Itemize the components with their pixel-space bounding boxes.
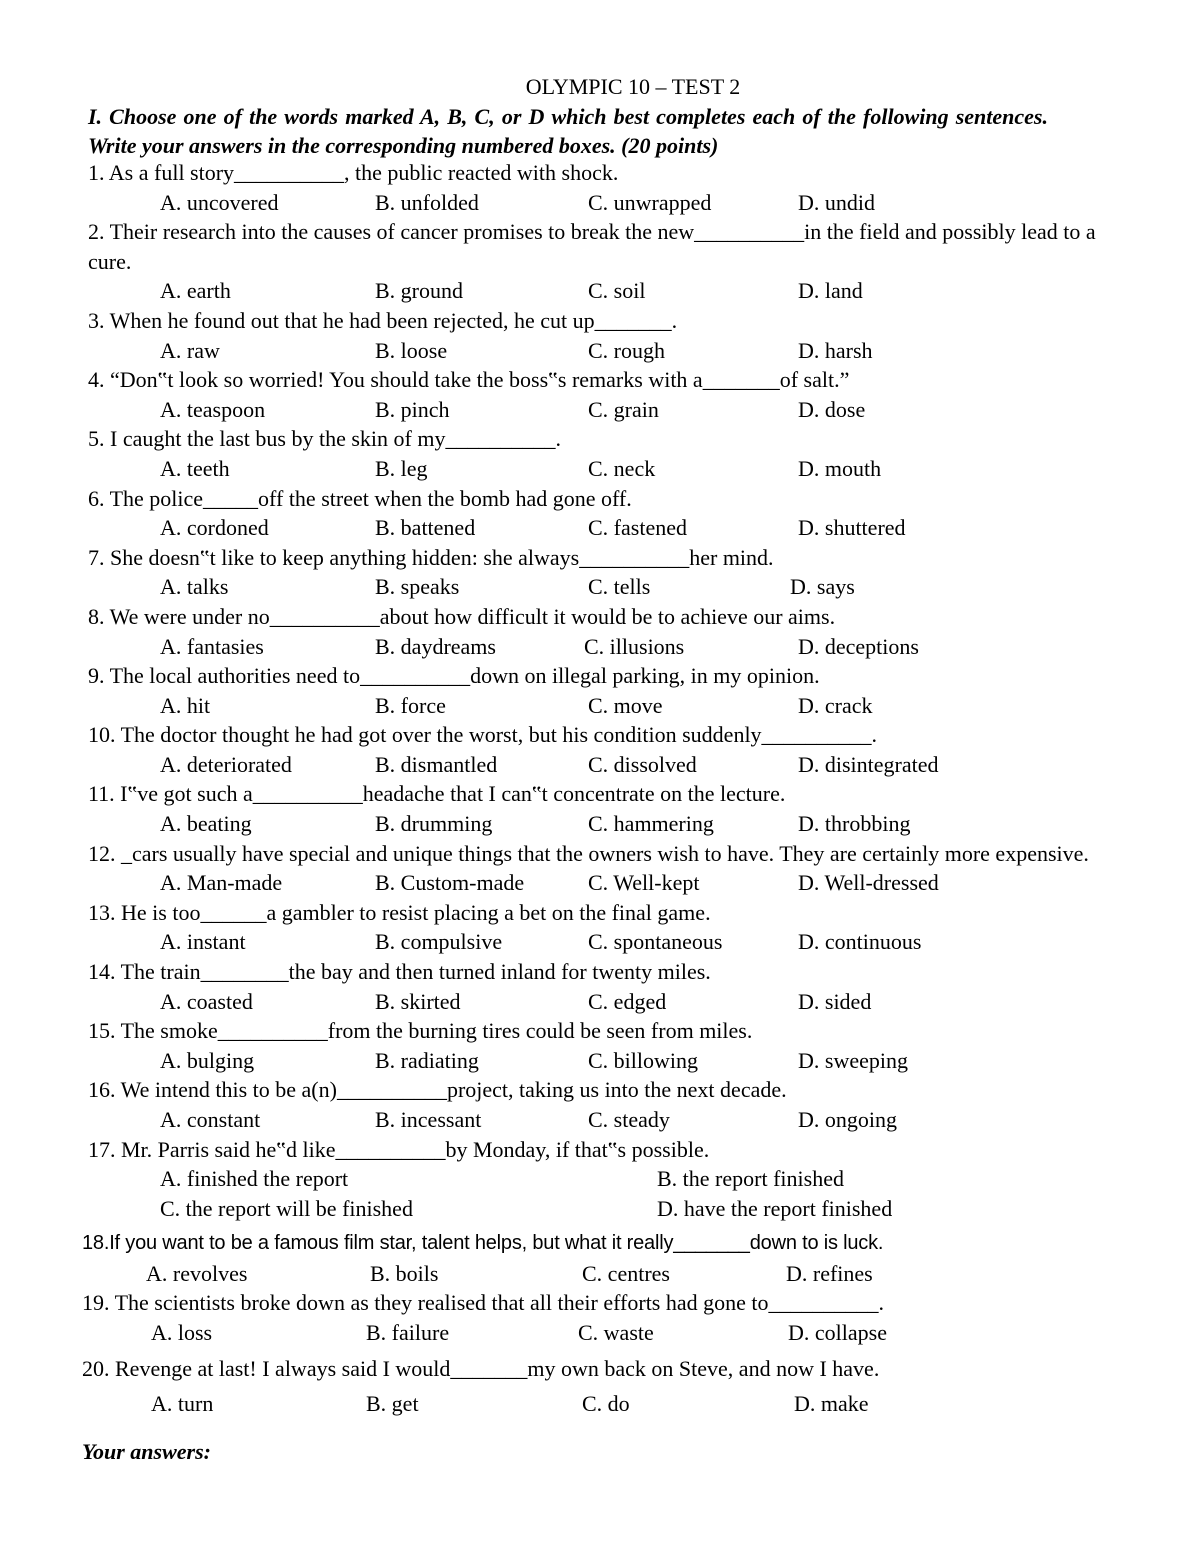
answer-option: A. bulging bbox=[160, 1047, 255, 1073]
answer-option: B. Custom-made bbox=[375, 870, 525, 896]
answer-options bbox=[88, 1318, 1098, 1348]
question-stem: 7. She doesn‟t like to keep anything hidden: she always__________her mind. bbox=[88, 544, 774, 570]
question-item bbox=[88, 1135, 1098, 1224]
answer-option: A. teeth bbox=[160, 455, 230, 481]
answer-options bbox=[88, 1259, 1098, 1289]
answer-option: D. continuous bbox=[798, 929, 922, 955]
answer-option: C. fastened bbox=[588, 515, 687, 541]
answer-options bbox=[88, 572, 1098, 602]
answer-option: B. drumming bbox=[375, 811, 493, 837]
answer-option: B. leg bbox=[375, 455, 428, 481]
answer-option: C. grain bbox=[588, 396, 659, 422]
answer-option: B. compulsive bbox=[375, 929, 503, 955]
answer-option: B. incessant bbox=[375, 1107, 482, 1132]
answer-option: A. cordoned bbox=[160, 515, 269, 541]
answer-option: A. raw bbox=[160, 337, 220, 363]
answer-option: B. failure bbox=[366, 1319, 450, 1345]
answer-option: C. centres bbox=[582, 1260, 670, 1286]
question-stem: 15. The smoke__________from the burning tires could be seen from miles. bbox=[88, 1018, 753, 1044]
answer-option: C. illusions bbox=[584, 633, 685, 659]
answer-options bbox=[88, 868, 1098, 898]
answer-option: B. force bbox=[375, 692, 446, 718]
question-item bbox=[88, 217, 1098, 306]
answer-option: D. dose bbox=[798, 396, 866, 422]
question-item bbox=[88, 424, 1098, 483]
question-item bbox=[82, 1354, 1098, 1419]
answer-option: B. pinch bbox=[375, 396, 450, 422]
answer-option: D. land bbox=[798, 278, 863, 304]
answer-option: C. do bbox=[582, 1391, 630, 1417]
answer-options bbox=[88, 1164, 1098, 1223]
question-stem: 1. As a full story__________, the public reacted with shock. bbox=[88, 160, 619, 185]
question-stem: 16. We intend this to be a(n)__________project, taking us into the next decade. bbox=[88, 1077, 787, 1103]
answer-options bbox=[88, 188, 1098, 218]
answer-option: D. sided bbox=[798, 988, 872, 1014]
answer-option: C. Well-kept bbox=[588, 870, 700, 896]
answer-options bbox=[88, 1105, 1098, 1135]
answer-option: A. revolves bbox=[146, 1260, 248, 1286]
question-stem: 6. The police_____off the street when the bomb had gone off. bbox=[88, 485, 632, 511]
answer-option: A. deteriorated bbox=[160, 751, 292, 777]
answer-option: D. undid bbox=[798, 189, 875, 215]
answer-options bbox=[88, 1046, 1098, 1076]
answer-option: A. finished the report bbox=[160, 1166, 349, 1192]
answer-option: B. dismantled bbox=[375, 751, 498, 777]
answer-option: C. waste bbox=[578, 1319, 654, 1345]
question-stem: 4. “Don‟t look so worried! You should take the boss‟s remarks with a_______of salt.” bbox=[88, 367, 850, 393]
question-stem: 20. Revenge at last! I always said I would_______my own back on Steve, and now I have. bbox=[82, 1355, 880, 1381]
answer-options bbox=[88, 809, 1098, 839]
answer-options bbox=[88, 987, 1098, 1017]
answer-options bbox=[88, 927, 1098, 957]
question-stem: 13. He is too______a gambler to resist placing a bet on the final game. bbox=[88, 899, 711, 925]
question-stem: 19. The scientists broke down as they realised that all their efforts had gone to__________. bbox=[82, 1290, 885, 1316]
answer-option: B. the report finished bbox=[657, 1166, 844, 1192]
question-stem: 17. Mr. Parris said he‟d like__________by Monday, if that‟s possible. bbox=[88, 1136, 710, 1162]
question-stem: 5. I caught the last bus by the skin of my__________. bbox=[88, 426, 561, 452]
answer-option: D. have the report finished bbox=[657, 1195, 893, 1221]
answer-options bbox=[88, 336, 1098, 366]
question-stem: 14. The train________the bay and then turned inland for twenty miles. bbox=[88, 959, 711, 985]
answer-option: D. disintegrated bbox=[798, 751, 939, 777]
answer-options bbox=[88, 395, 1098, 425]
answer-option: D. says bbox=[790, 574, 855, 600]
question-item bbox=[88, 957, 1098, 1016]
answer-option: A. fantasies bbox=[160, 633, 264, 659]
question-item bbox=[88, 898, 1098, 957]
answer-option: B. boils bbox=[370, 1260, 439, 1286]
question-item bbox=[88, 839, 1098, 898]
question-stem: 11. I‟ve got such a__________headache that I can‟t concentrate on the lecture. bbox=[88, 781, 786, 807]
answer-options bbox=[88, 750, 1098, 780]
answer-option: D. harsh bbox=[798, 337, 873, 363]
answer-option: A. hit bbox=[160, 692, 211, 718]
answer-option: C. rough bbox=[588, 337, 665, 363]
answer-option: A. earth bbox=[160, 278, 231, 304]
answer-option: D. shuttered bbox=[798, 515, 906, 541]
answer-options bbox=[88, 513, 1098, 543]
answer-option: A. beating bbox=[160, 811, 252, 837]
question-stem: 9. The local authorities need to__________down on illegal parking, in my opinion. bbox=[88, 663, 820, 689]
question-item bbox=[88, 661, 1098, 720]
question-item bbox=[82, 1288, 1098, 1347]
question-item bbox=[88, 1075, 1098, 1134]
answer-option: D. make bbox=[794, 1391, 869, 1417]
question-stem: 2. Their research into the causes of cancer promises to break the new__________in the field and possibly lead to a cure. bbox=[88, 219, 1096, 274]
answer-option: C. unwrapped bbox=[588, 189, 712, 215]
question-list bbox=[82, 158, 1098, 1419]
answer-option: A. constant bbox=[160, 1107, 261, 1132]
answer-option: A. loss bbox=[151, 1319, 213, 1345]
question-stem: 10. The doctor thought he had got over the worst, but his condition suddenly__________. bbox=[88, 722, 878, 748]
question-item bbox=[88, 1016, 1098, 1075]
answer-option: A. instant bbox=[160, 929, 246, 955]
answer-option: C. neck bbox=[588, 455, 656, 481]
answer-option: A. talks bbox=[160, 574, 229, 600]
answer-option: C. dissolved bbox=[588, 751, 697, 777]
answer-option: C. move bbox=[588, 692, 663, 718]
question-stem: 18.If you want to be a famous film star, talent helps, but what it really_______down to is luck. bbox=[82, 1232, 884, 1255]
answer-option: B. get bbox=[366, 1391, 419, 1417]
answer-option: C. soil bbox=[588, 278, 646, 304]
answer-option: D. crack bbox=[798, 692, 873, 718]
answer-option: C. edged bbox=[588, 988, 667, 1014]
answer-options bbox=[88, 1389, 1098, 1419]
question-item bbox=[88, 602, 1098, 661]
answer-option: A. coasted bbox=[160, 988, 253, 1014]
answer-option: A. teaspoon bbox=[160, 396, 266, 422]
question-stem: 8. We were under no__________about how difficult it would be to achieve our aims. bbox=[88, 603, 836, 629]
answer-option: C. spontaneous bbox=[588, 929, 723, 955]
answer-option: D. refines bbox=[786, 1260, 873, 1286]
question-stem: 12. _cars usually have special and unique things that the owners wish to have. They are certainly more expensive. bbox=[88, 840, 1089, 866]
answer-option: B. daydreams bbox=[375, 633, 496, 659]
answer-option: B. skirted bbox=[375, 988, 461, 1014]
answer-option: A. Man-made bbox=[160, 870, 283, 896]
answer-option: A. turn bbox=[151, 1391, 214, 1417]
page-title: OLYMPIC 10 – TEST 2 bbox=[525, 74, 741, 99]
answer-option: D. sweeping bbox=[798, 1047, 908, 1073]
section-instructions: I. Choose one of the words marked A, B, C, or D which best completes each of the following sentences. Write your answers in the corresponding numbered boxes. (20 points) bbox=[88, 104, 1048, 158]
answer-option: C. billowing bbox=[588, 1047, 699, 1073]
question-stem: 3. When he found out that he had been rejected, he cut up_______. bbox=[88, 307, 678, 333]
answer-option: A. uncovered bbox=[160, 189, 279, 215]
answer-option: D. ongoing bbox=[798, 1107, 897, 1132]
answer-option: B. unfolded bbox=[375, 189, 479, 215]
answer-option: C. hammering bbox=[588, 811, 714, 837]
answer-option: B. speaks bbox=[375, 574, 460, 600]
question-item bbox=[88, 720, 1098, 779]
answer-option: D. deceptions bbox=[798, 633, 919, 659]
question-item bbox=[88, 484, 1098, 543]
answer-options bbox=[88, 691, 1098, 721]
answer-option: C. tells bbox=[588, 574, 651, 600]
question-item bbox=[88, 543, 1098, 602]
answer-options bbox=[88, 454, 1098, 484]
answer-option: B. loose bbox=[375, 337, 448, 363]
answer-options bbox=[88, 276, 1098, 306]
answer-option: D. mouth bbox=[798, 455, 882, 481]
answers-label: Your answers: bbox=[82, 1439, 211, 1464]
answer-option: C. the report will be finished bbox=[160, 1195, 413, 1221]
answer-options bbox=[88, 632, 1098, 662]
answer-option: D. Well-dressed bbox=[798, 870, 939, 896]
answer-option: B. radiating bbox=[375, 1047, 479, 1073]
answer-option: B. ground bbox=[375, 278, 463, 304]
answer-option: B. battened bbox=[375, 515, 476, 541]
answer-option: D. collapse bbox=[788, 1319, 887, 1345]
question-item bbox=[88, 779, 1098, 838]
answer-option: D. throbbing bbox=[798, 811, 911, 837]
question-item bbox=[88, 306, 1098, 365]
question-item bbox=[88, 365, 1098, 424]
question-item bbox=[82, 1229, 1098, 1288]
question-item bbox=[88, 158, 1098, 217]
answer-option: C. steady bbox=[588, 1107, 670, 1132]
